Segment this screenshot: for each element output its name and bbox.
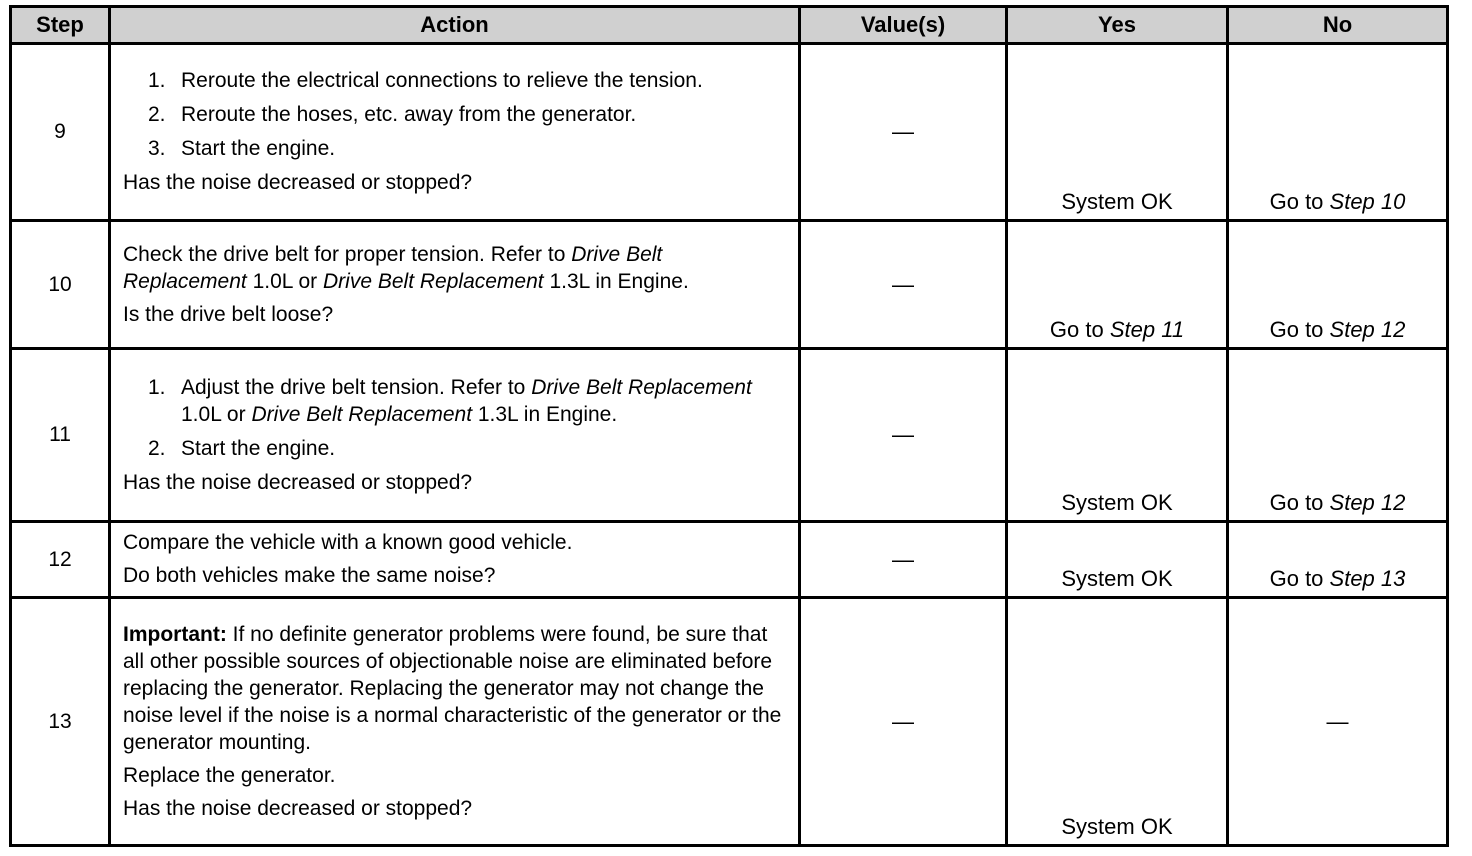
question: Is the drive belt loose?	[123, 302, 334, 326]
action-cell	[110, 44, 800, 221]
step-number: 9	[11, 44, 110, 221]
no-cell: Go to Step 10	[1228, 44, 1448, 221]
no-cell: —	[1228, 598, 1448, 846]
yes-cell: System OK	[1007, 598, 1228, 846]
yes-cell: Go to Step 11	[1007, 221, 1228, 349]
action-cell	[110, 598, 800, 846]
table-row-step-11	[11, 349, 1448, 522]
question: Has the noise decreased or stopped?	[123, 171, 473, 194]
question: Has the noise decreased or stopped?	[123, 796, 473, 820]
value-cell: —	[800, 221, 1007, 349]
header-action: Action	[110, 7, 800, 44]
header-no: No	[1228, 7, 1448, 44]
check-text: Check the drive belt for proper tension. Refer to Drive Belt Replacement 1.0L or Drive Belt Replacement 1.3L in Engine.	[123, 242, 689, 293]
table-row-step-12	[11, 522, 1448, 598]
action-list	[123, 67, 788, 162]
yes-cell: System OK	[1007, 522, 1228, 598]
table-row-step-10	[11, 221, 1448, 349]
question: Has the noise decreased or stopped?	[123, 470, 473, 494]
important-note: Important: If no definite generator problems were found, be sure that all other possible sources of objectionable noise are eliminated before replacing the generator. Replacing the generator may not change the noise level if the noise is a normal characteristic of the generator or the generator mounting.	[123, 622, 782, 754]
step-number: 10	[11, 221, 110, 349]
table-row-step-13	[11, 598, 1448, 846]
table-row-step-9	[11, 44, 1448, 221]
list-item: 1. Reroute the electrical connections to relieve the tension.	[148, 69, 703, 92]
list-item: 3. Start the engine.	[148, 137, 336, 160]
question: Do both vehicles make the same noise?	[123, 564, 496, 587]
action-list	[123, 374, 788, 462]
no-cell: Go to Step 12	[1228, 349, 1448, 522]
no-cell: Go to Step 13	[1228, 522, 1448, 598]
action-cell	[110, 522, 800, 598]
list-item: 2. Start the engine.	[148, 436, 336, 460]
value-cell: —	[800, 349, 1007, 522]
diagnostic-table	[9, 5, 1449, 847]
step-number: 13	[11, 598, 110, 846]
instruction-text: Compare the vehicle with a known good vehicle.	[123, 531, 573, 554]
no-cell: Go to Step 12	[1228, 221, 1448, 349]
step-number: 11	[11, 349, 110, 522]
header-step: Step	[11, 7, 110, 44]
list-item: 2. Reroute the hoses, etc. away from the generator.	[148, 103, 637, 126]
instruction-text: Replace the generator.	[123, 763, 336, 787]
value-cell: —	[800, 598, 1007, 846]
action-cell	[110, 349, 800, 522]
yes-cell: System OK	[1007, 44, 1228, 221]
value-cell: —	[800, 44, 1007, 221]
header-row	[11, 7, 1448, 44]
header-yes: Yes	[1007, 7, 1228, 44]
action-cell	[110, 221, 800, 349]
header-values: Value(s)	[800, 7, 1007, 44]
value-cell: —	[800, 522, 1007, 598]
step-number: 12	[11, 522, 110, 598]
list-item: 1. Adjust the drive belt tension. Refer to Drive Belt Replacement 1.0L or Drive Belt Replacement 1.3L in Engine.	[148, 375, 752, 426]
yes-cell: System OK	[1007, 349, 1228, 522]
important-label: Important:	[123, 622, 227, 646]
